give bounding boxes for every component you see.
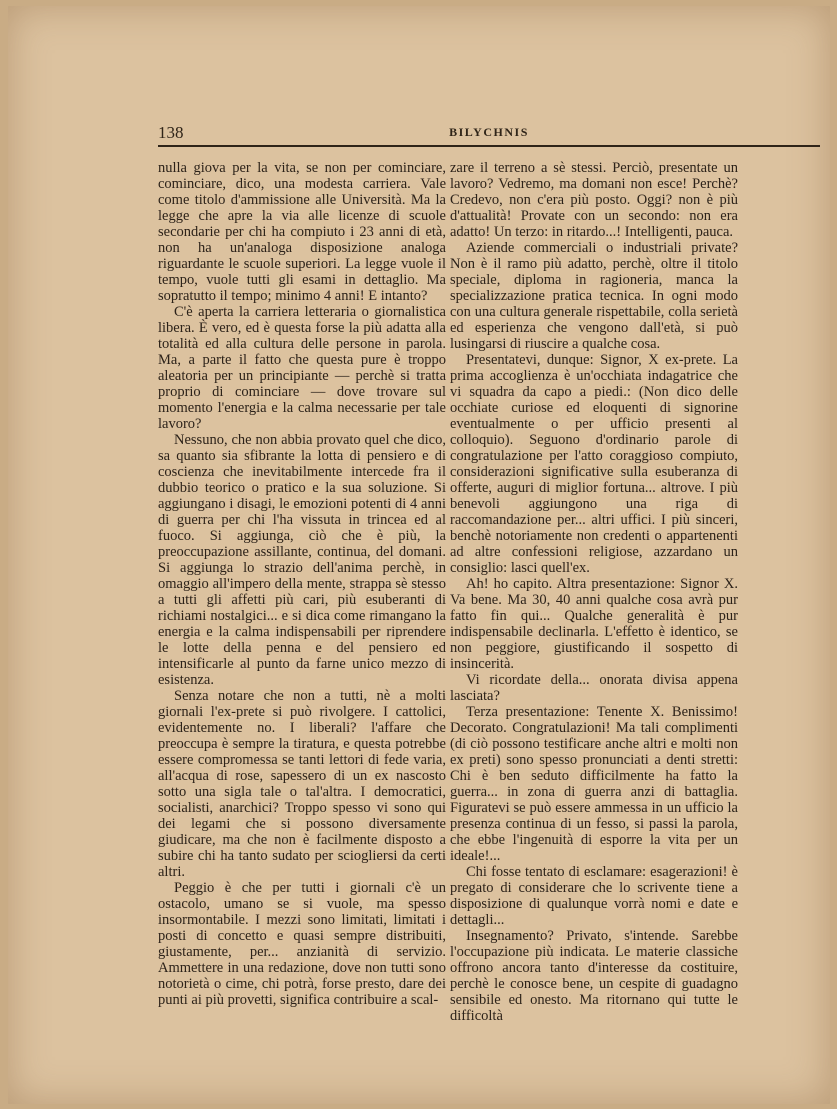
paragraph: zare il terreno a sè stessi. Perciò, presentate un lavoro? Vedremo, ma domani non esce! Perchè? Credevo, non c'era più posto. Oggi? non è più d'attualità! Provate con un secondo: non era adatto! Un terzo: in ritardo...! Intelligenti, pauca. (450, 160, 738, 240)
right-column (450, 160, 738, 1024)
paragraph: Terza presentazione: Tenente X. Benissimo! Decorato. Congratulazioni! Ma tali complimenti (di ciò possono testificare anche altri e molti non ex preti) sono spesso pronunciati a denti stretti: Chi è ben seduto difficilmente ha fatto la guerra... in zona di guerra anzi di battaglia. Figuratevi se può essere ammessa in un ufficio la presenza continua di un fesso, si passi la parola, che ebbe l'ingenuità di esporre la vita per un ideale!... (450, 704, 738, 864)
paragraph: Aziende commerciali o industriali private? Non è il ramo più adatto, perchè, oltre il titolo speciale, diploma in ragioneria, manca la specializzazione pratica tecnica. In ogni modo con una cultura generale rispettabile, colla serietà ed esperienza che vengono dall'età, si può lusingarsi di riuscire a qualche cosa. (450, 240, 738, 352)
paragraph: Insegnamento? Privato, s'intende. Sarebbe l'occupazione più indicata. Le materie classiche offrono ancora tanto d'interesse da costituire, perchè le conosce bene, un cespite di guadagno sensibile ed onesto. Ma ritornano qui tutte le difficoltà (450, 928, 738, 1024)
left-column (158, 160, 446, 1008)
paragraph: Vi ricordate della... onorata divisa appena lasciata? (450, 672, 738, 704)
paragraph: Peggio è che per tutti i giornali c'è un ostacolo, umano se si vuole, ma spesso insormontabile. I mezzi sono limitati, limitati i posti di concetto e quasi sempre distribuiti, giustamente, per... anzianità di servizio. Ammettere in una redazione, dove non tutti sono notorietà o cime, chi potrà, forse presto, dare dei punti ai più provetti, significa contribuire a scal- (158, 880, 446, 1008)
paragraph: Ah! ho capito. Altra presentazione: Signor X. Va bene. Ma 30, 40 anni qualche cosa avrà pur fatto fin qui... Qualche generalità è pur indispensabile declinarla. L'effetto è identico, se non peggiore, giustificando il sospetto di insincerità. (450, 576, 738, 672)
paragraph: Chi fosse tentato di esclamare: esagerazioni! è pregato di considerare che lo scrivente tiene a disposizione di qualunque vorrà nomi e date e dettagli... (450, 864, 738, 928)
paragraph: Senza notare che non a tutti, nè a molti giornali l'ex-prete si può rivolgere. I cattolici, evidentemente no. I liberali? l'affare che preoccupa è sempre la tiratura, e questa potrebbe essere compromessa se tanti lettori di fede varia, all'acqua di rose, sapessero di un ex nascosto sotto una sigla tale o tal'altra. I democratici, socialisti, anarchici? Troppo spesso vi sono qui dei legami che si possono diversamente giudicare, ma che non è facilmente disposto a subire chi ha tanto sudato per sciogliersi da certi altri. (158, 688, 446, 880)
paragraph: nulla giova per la vita, se non per cominciare, cominciare, dico, una modesta carriera. Vale come titolo d'ammissione alle Università. Ma la legge che apre la via alle licenze di scuole secondarie per chi ha compiuto i 23 anni di età, non ha un'analoga disposizione analoga riguardante le scuole superiori. La legge vuole il tempo, vuole tutti gli esami in dettaglio. Ma sopratutto il tempo; minimo 4 anni! E intanto? (158, 160, 446, 304)
paragraph: Presentatevi, dunque: Signor, X ex-prete. La prima accoglienza è un'occhiata indagatrice che vi squadra da capo a piedi.: (Non dico delle occhiate curiose ed eloquenti di signorine eventualmente o per ufficio presenti al colloquio). Seguono d'ordinario parole di congratulazione per l'atto coraggioso compiuto, considerazioni significative sulla esuberanza di offerte, auguri di miglior fortuna... altrove. I più benevoli aggiungono una riga di raccomandazione per... altri uffici. I più sinceri, benchè notoriamente non credenti o appartenenti ad altre confessioni religiose, azzardano un consiglio: lasci quell'ex. (450, 352, 738, 576)
running-title: BILYCHNIS (449, 125, 529, 139)
paragraph: C'è aperta la carriera letteraria o giornalistica libera. È vero, ed è questa forse la più adatta alla totalità ed alla cultura delle persone in parola. Ma, a parte il fatto che questa pure è troppo aleatoria per un principiante — perchè si tratta proprio di cominciare — dove trovare sul momento l'energia e la calma necessarie per tale lavoro? (158, 304, 446, 432)
paragraph: Nessuno, che non abbia provato quel che dico, sa quanto sia sfibrante la lotta di pensiero e di coscienza che inevitabilmente intercede fra il dubbio teorico o pratico e la sua soluzione. Si aggiungano i disagi, le emozioni potenti di 4 anni di guerra per chi l'ha vissuta in trincea ed al fuoco. Si aggiunga, ciò che è più, la preoccupazione assillante, continua, del domani. Si aggiunga lo strazio dell'anima perchè, in omaggio all'impero della mente, strappa sè stesso a tutti gli affetti più cari, più esuberanti di richiami nostalgici... e si dica come rimangano la energia e la calma indispensabili per riprendere le lotte della penna e del pensiero ed intensificarle al punto da farne unico mezzo di esistenza. (158, 432, 446, 688)
page-number: 138 (158, 123, 184, 142)
page-header (158, 121, 820, 147)
